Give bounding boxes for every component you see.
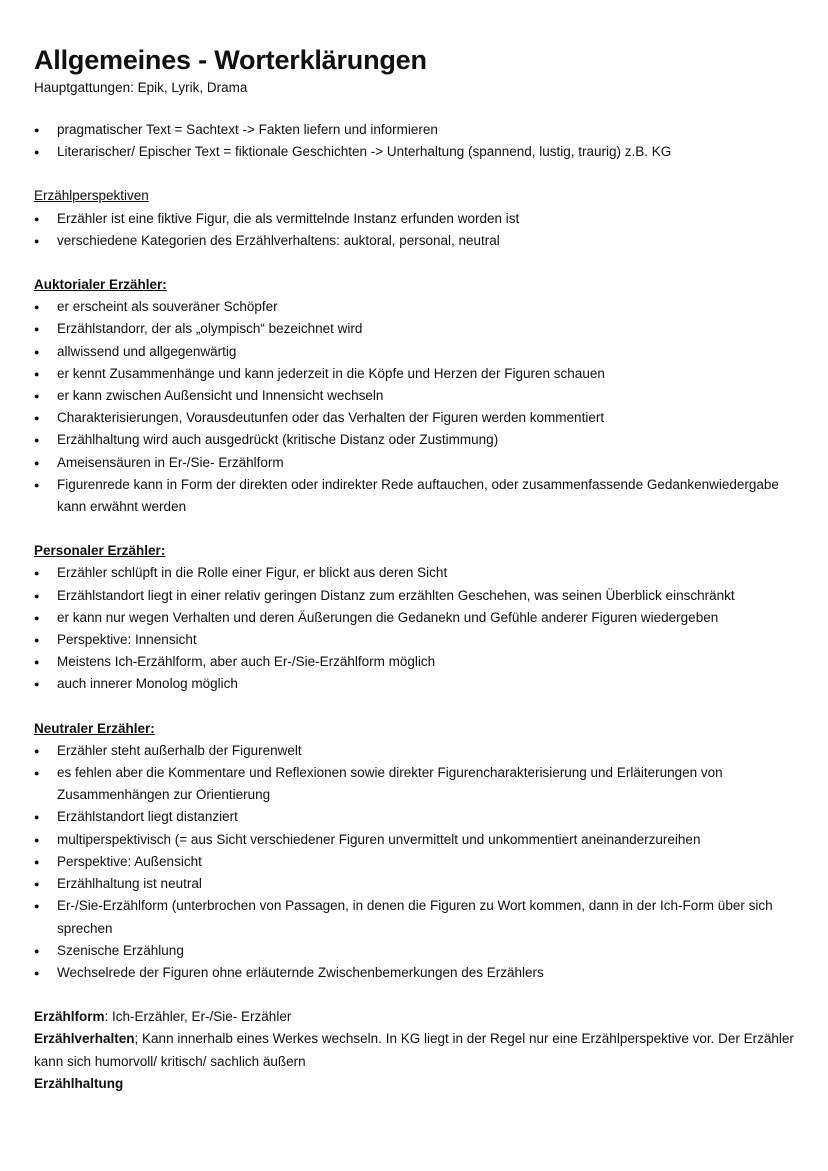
list-item: ● auch innerer Monolog möglich	[34, 673, 794, 695]
list-item: ● Erzähler steht außerhalb der Figurenwelt	[34, 740, 794, 762]
list-item: ● es fehlen aber die Kommentare und Reflexionen sowie direkter Figurencharakterisierung und Erläiterungen von Zusammenhängen zur Orientierung	[34, 762, 794, 806]
section-heading-erzaehlperspektiven: Erzählperspektiven	[34, 188, 149, 204]
page-subtitle: Hauptgattungen: Epik, Lyrik, Drama	[34, 80, 248, 95]
list-item: ● Meistens Ich-Erzählform, aber auch Er-/Sie-Erzählform möglich	[34, 651, 794, 673]
auktorial-list	[34, 296, 794, 518]
intro-list	[34, 119, 794, 163]
list-item: ● verschiedene Kategorien des Erzählverhaltens: auktoral, personal, neutral	[34, 230, 794, 252]
neutral-list	[34, 740, 794, 984]
page-title: Allgemeines - Worterklärungen	[34, 45, 427, 75]
term-text: ; Kann innerhalb eines Werkes wechseln. In KG liegt in der Regel nur eine Erzählperspektive vor. Der Erzähler kann sich humorvoll/ kritisch/ sachlich äußern	[34, 1031, 794, 1069]
list-item: ● Perspektive: Außensicht	[34, 851, 794, 873]
list-item: ● Literarischer/ Epischer Text = fiktionale Geschichten -> Unterhaltung (spannend, lustig, traurig) z.B. KG	[34, 141, 794, 163]
list-item: ● Erzählstandort liegt distanziert	[34, 806, 794, 828]
list-item: ● Szenische Erzählung	[34, 940, 794, 962]
list-item: ● er kennt Zusammenhänge und kann jederzeit in die Köpfe und Herzen der Figuren schauen	[34, 363, 794, 385]
term-label: Erzählhaltung	[34, 1075, 124, 1091]
list-item: ● Perspektive: Innensicht	[34, 629, 794, 651]
list-item: ● Erzählstandort liegt in einer relativ geringen Distanz zum erzählten Geschehen, was seinen Überblick einschränkt	[34, 585, 794, 607]
list-item: ● Erzählhaltung ist neutral	[34, 873, 794, 895]
list-item: ● Wechselrede der Figuren ohne erläuternde Zwischenbemerkungen des Erzählers	[34, 962, 794, 984]
list-item: ● pragmatischer Text = Sachtext -> Fakten liefern und informieren	[34, 119, 794, 141]
list-item: ● er kann nur wegen Verhalten und deren Äußerungen die Gedanekn und Gefühle anderer Figuren wiedergeben	[34, 607, 794, 629]
term-erzaehlverhalten	[34, 1028, 794, 1072]
list-item: ● Erzählhaltung wird auch ausgedrückt (kritische Distanz oder Zustimmung)	[34, 429, 794, 451]
term-text: : Ich-Erzähler, Er-/Sie- Erzähler	[104, 1009, 292, 1025]
section-heading-auktorial: Auktorialer Erzähler:	[34, 277, 167, 293]
list-item: ● er kann zwischen Außensicht und Innensicht wechseln	[34, 385, 794, 407]
list-item: ● allwissend und allgegenwärtig	[34, 341, 794, 363]
list-item: ● Erzähler schlüpft in die Rolle einer Figur, er blickt aus deren Sicht	[34, 562, 794, 584]
term-label: Erzählverhalten	[34, 1031, 135, 1047]
list-item: ● Ameisensäuren in Er-/Sie- Erzählform	[34, 452, 794, 474]
list-item: ● multiperspektivisch (= aus Sicht verschiedener Figuren unvermittelt und unkommentiert aneinanderzureihen	[34, 829, 794, 851]
section-heading-personal: Personaler Erzähler:	[34, 543, 166, 559]
term-erzaehlhaltung	[34, 1073, 794, 1095]
list-item: ● er erscheint als souveräner Schöpfer	[34, 296, 794, 318]
term-erzaehlform	[34, 1006, 794, 1028]
list-item: ● Erzähler ist eine fiktive Figur, die als vermittelnde Instanz erfunden worden ist	[34, 208, 794, 230]
erzaehlperspektiven-list	[34, 208, 794, 252]
list-item: ● Er-/Sie-Erzählform (unterbrochen von Passagen, in denen die Figuren zu Wort kommen, dann in der Ich-Form über sich sprechen	[34, 895, 794, 939]
term-label: Erzählform	[34, 1009, 105, 1025]
list-item: ● Charakterisierungen, Vorausdeutunfen oder das Verhalten der Figuren werden kommentiert	[34, 407, 794, 429]
personal-list	[34, 562, 794, 695]
list-item: ● Erzählstandorr, der als „olympisch“ bezeichnet wird	[34, 318, 794, 340]
section-heading-neutral: Neutraler Erzähler:	[34, 720, 155, 736]
list-item: ● Figurenrede kann in Form der direkten oder indirekter Rede auftauchen, oder zusammenfassende Gedankenwiedergabe kann erwähnt werden	[34, 474, 794, 518]
terms-block	[34, 1006, 794, 1095]
